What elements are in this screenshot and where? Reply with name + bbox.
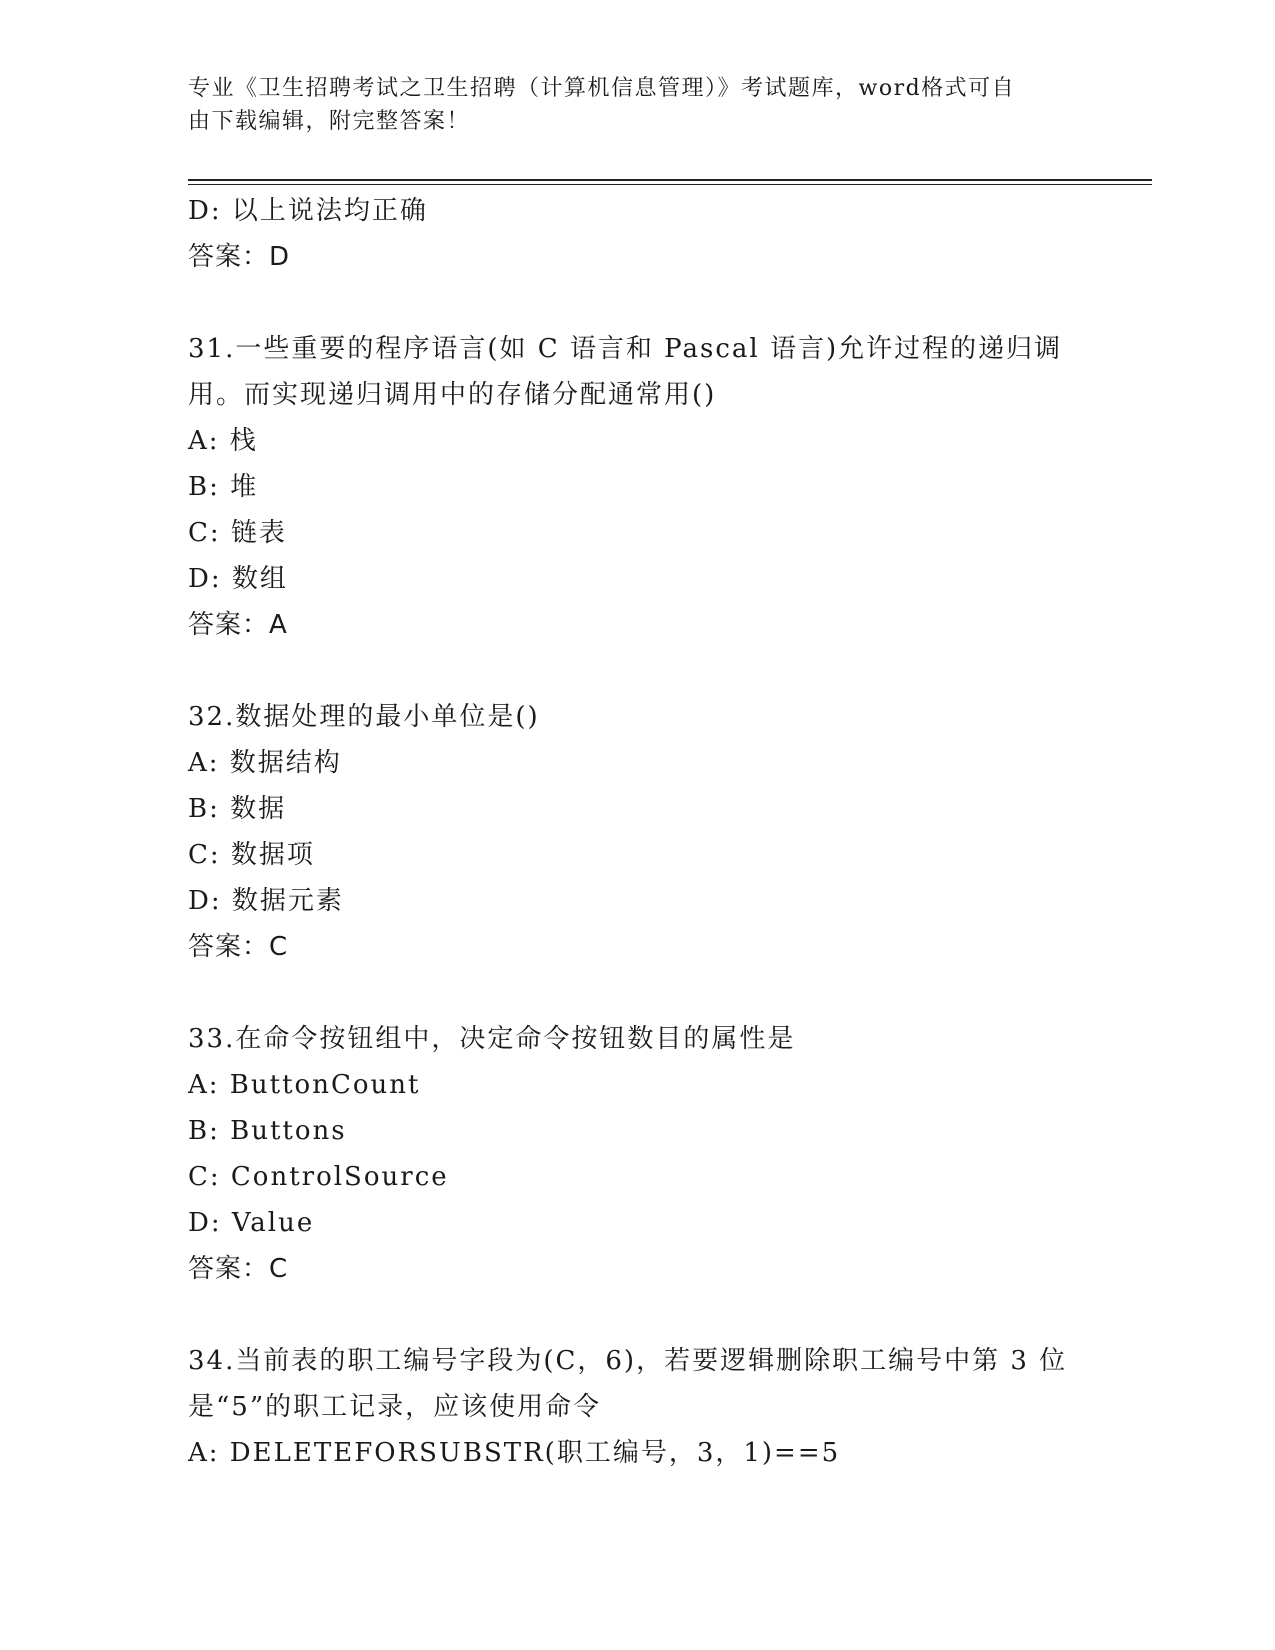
question-31 xyxy=(188,326,1088,648)
question-30-tail xyxy=(188,188,1088,280)
spacer xyxy=(188,1292,1088,1338)
question-text-line-1: 34.当前表的职工编号字段为(C，6)，若要逻辑删除职工编号中第 3 位 xyxy=(188,1346,1068,1376)
answer: 答案：D xyxy=(188,242,291,272)
question-34 xyxy=(188,1338,1088,1476)
answer: 答案：C xyxy=(188,1254,289,1284)
header-line-1: 专业《卫生招聘考试之卫生招聘（计算机信息管理）》考试题库，word格式可自 xyxy=(188,76,1016,101)
question-text-line-2: 用。而实现递归调用中的存储分配通常用() xyxy=(188,380,717,410)
option-a: A: 栈 xyxy=(188,426,258,456)
option-a: A: ButtonCount xyxy=(188,1070,421,1100)
option-d: D: 数组 xyxy=(188,564,288,594)
question-text-line-2: 是“5”的职工记录，应该使用命令 xyxy=(188,1392,602,1422)
option-a: A: DELETEFORSUBSTR(职工编号，3，1)==5 xyxy=(188,1438,841,1468)
question-text-line-1: 32.数据处理的最小单位是() xyxy=(188,702,540,732)
header-line-2: 由下载编辑，附完整答案！ xyxy=(188,109,471,134)
spacer xyxy=(188,280,1088,326)
header-rule-thin xyxy=(188,184,1152,185)
option-c: C: 链表 xyxy=(188,518,287,548)
answer: 答案：C xyxy=(188,932,289,962)
option-d: D: 数据元素 xyxy=(188,886,344,916)
spacer xyxy=(188,648,1088,694)
question-content xyxy=(188,188,1088,1476)
option-a: A: 数据结构 xyxy=(188,748,342,778)
question-text-line-1: 31.一些重要的程序语言(如 C 语言和 Pascal 语言)允许过程的递归调 xyxy=(188,334,1063,364)
header-rule-thick xyxy=(188,179,1152,181)
option-d: D: 以上说法均正确 xyxy=(188,196,428,226)
document-header xyxy=(188,72,1078,138)
question-32 xyxy=(188,694,1088,970)
question-text-line-1: 33.在命令按钮组中，决定命令按钮数目的属性是 xyxy=(188,1024,796,1054)
option-c: C: 数据项 xyxy=(188,840,315,870)
option-b: B: Buttons xyxy=(188,1116,347,1146)
option-d: D: Value xyxy=(188,1208,315,1238)
option-b: B: 堆 xyxy=(188,472,259,502)
answer: 答案：A xyxy=(188,610,288,640)
question-33 xyxy=(188,1016,1088,1292)
spacer xyxy=(188,970,1088,1016)
option-b: B: 数据 xyxy=(188,794,287,824)
option-c: C: ControlSource xyxy=(188,1162,449,1192)
